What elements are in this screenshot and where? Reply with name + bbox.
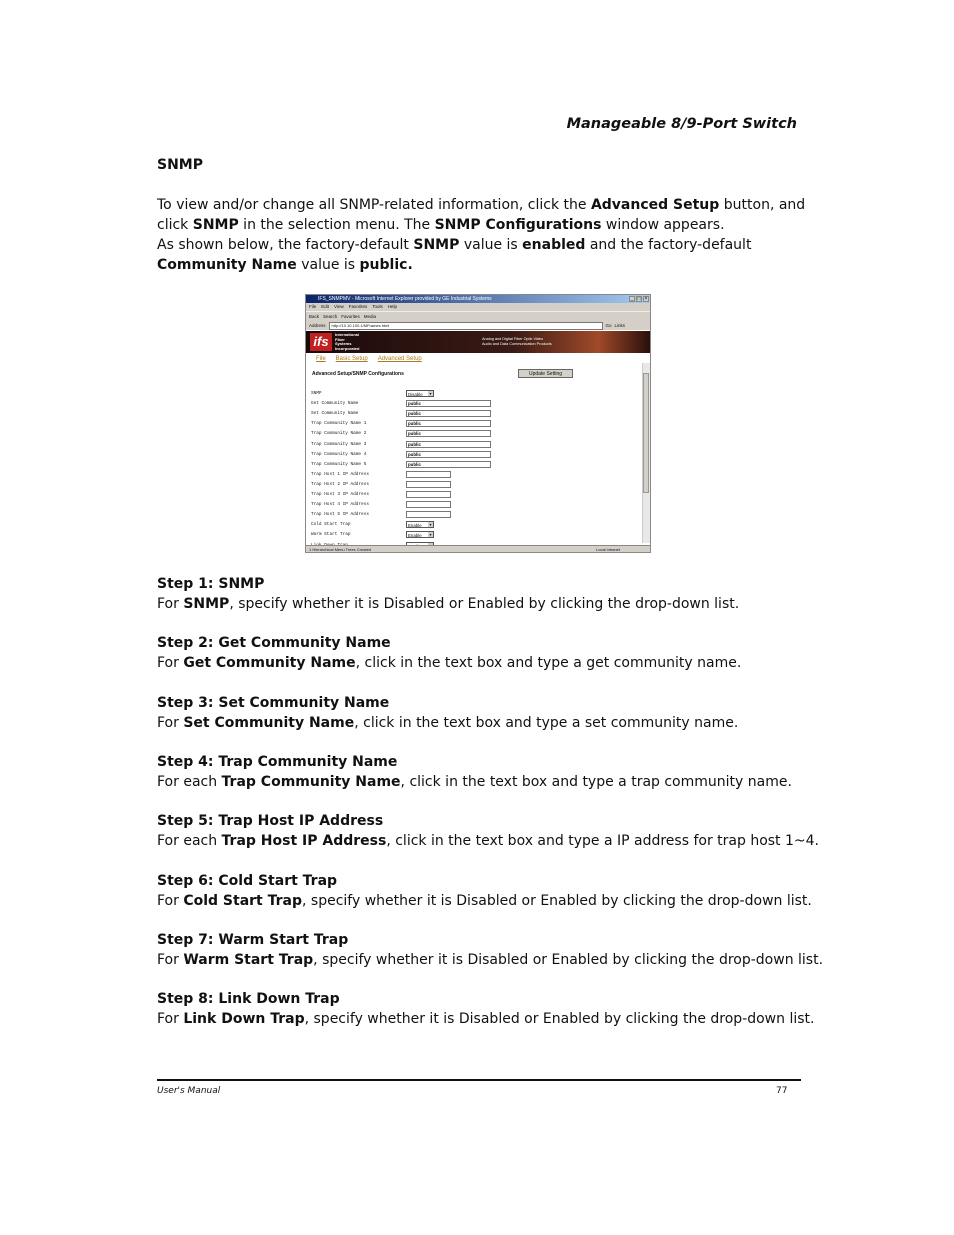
snmp-config-screenshot <box>305 294 651 553</box>
nav-advanced-setup-link[interactable]: Advanced Setup <box>377 356 422 362</box>
menu-bar <box>306 303 650 311</box>
back-button[interactable]: Back <box>309 314 320 319</box>
dropdown-select[interactable]: Enable ▾ <box>406 531 434 538</box>
step-title: Step 1: SNMP <box>157 576 265 592</box>
ifs-banner <box>306 331 650 353</box>
running-header: Manageable 8/9-Port Switch <box>566 116 797 132</box>
address-input[interactable]: http://10.10.100.1/MFrames.html <box>329 322 603 330</box>
media-button[interactable]: Media <box>363 314 377 319</box>
ip-address-input[interactable] <box>406 511 451 518</box>
field-label: Trap Community Name 4 <box>311 451 367 457</box>
step-title: Step 8: Link Down Trap <box>157 991 340 1008</box>
favorites-button[interactable]: Favorites <box>341 314 360 319</box>
field-label: Set Community Name <box>311 411 359 417</box>
form-row <box>311 389 631 398</box>
step-description: For Set Community Name, click in the text box and type a set community name. <box>157 714 739 731</box>
update-setting-button[interactable]: Update Setting <box>518 369 573 378</box>
ifs-logo: ifs <box>310 333 332 351</box>
ip-address-input[interactable] <box>406 491 451 498</box>
step-block <box>157 989 837 1029</box>
field-label: Warm Start Trap <box>311 532 351 538</box>
menu-favorites[interactable]: Favorites <box>348 304 368 309</box>
form-row <box>311 409 631 418</box>
field-label: Trap Host 2 IP Address <box>311 481 369 487</box>
form-row <box>311 520 631 529</box>
menu-file[interactable]: File <box>309 304 317 309</box>
form-row <box>311 399 631 408</box>
section-title: SNMP <box>157 157 203 173</box>
field-label: Get Community Name <box>311 401 359 407</box>
close-icon[interactable]: × <box>644 296 648 302</box>
field-label: Cold Start Trap <box>311 522 351 528</box>
step-block <box>157 871 837 911</box>
community-name-input[interactable]: public <box>406 451 491 458</box>
step-description: For Cold Start Trap, specify whether it is Disabled or Enabled by clicking the drop-down list. <box>157 892 812 909</box>
field-label: SNMP <box>311 391 322 396</box>
form-row <box>311 460 631 469</box>
step-description: For SNMP, specify whether it is Disabled or Enabled by clicking the drop-down list. <box>157 596 740 612</box>
field-label: Trap Community Name 1 <box>311 421 367 427</box>
form-row <box>311 510 631 519</box>
zone-indicator: Local intranet <box>596 547 621 552</box>
go-button[interactable]: Go <box>605 323 612 328</box>
form-row <box>311 530 631 539</box>
step-description: For each Trap Community Name, click in the text box and type a trap community name. <box>157 773 792 790</box>
community-name-input[interactable]: public <box>406 441 491 448</box>
ip-address-input[interactable] <box>406 501 451 508</box>
dropdown-select[interactable]: Enable ▾ <box>406 521 434 528</box>
dropdown-select[interactable]: Disable ▾ <box>406 390 434 397</box>
footer-rule <box>157 1079 801 1081</box>
field-label: Trap Host 4 IP Address <box>311 502 369 508</box>
field-label: Trap Community Name 3 <box>311 441 367 447</box>
form-row <box>311 429 631 438</box>
nav-file-link[interactable]: File <box>316 356 326 362</box>
form-row <box>311 470 631 479</box>
ip-address-input[interactable] <box>406 481 451 488</box>
banner-tagline: Analog and Digital Fiber Optic Video Audio and Data Communication Products <box>482 337 552 346</box>
maximize-icon[interactable]: □ <box>637 296 641 302</box>
scrollbar-thumb[interactable] <box>643 373 649 493</box>
top-nav <box>306 353 650 365</box>
step-title: Step 7: Warm Start Trap <box>157 931 349 948</box>
step-block <box>157 811 837 851</box>
content-title: Advanced Setup/SNMP Configurations <box>312 371 404 377</box>
window-title-bar: IFS_SNMPMV - Microsoft Internet Explorer provided by GE Industrial Systems _ □ × <box>306 295 650 303</box>
form-row <box>311 500 631 509</box>
field-label: Trap Community Name 2 <box>311 431 367 437</box>
community-name-input[interactable]: public <box>406 410 491 417</box>
step-block <box>157 930 837 970</box>
scrollbar[interactable] <box>642 363 650 543</box>
step-block <box>157 693 837 733</box>
footer-left: User's Manual <box>157 1086 221 1096</box>
field-label: Trap Host 3 IP Address <box>311 492 369 497</box>
form-row <box>311 419 631 428</box>
step-description: For each Trap Host IP Address, click in the text box and type a IP address for trap host 1~4. <box>157 833 819 850</box>
form-row <box>311 490 631 499</box>
search-button[interactable]: Search <box>323 314 338 319</box>
community-name-input[interactable]: public <box>406 420 491 427</box>
minimize-icon[interactable]: _ <box>630 296 634 302</box>
links-label[interactable]: Links <box>614 323 626 328</box>
field-label: Trap Host 1 IP Address <box>311 471 369 477</box>
step-description: For Warm Start Trap, specify whether it is Disabled or Enabled by clicking the drop-down list. <box>157 951 824 968</box>
step-block <box>157 574 837 614</box>
form-row <box>311 440 631 449</box>
browser-toolbar <box>306 311 650 321</box>
menu-tools[interactable]: Tools <box>372 304 383 309</box>
address-bar: Address http://10.10.100.1/MFrames.html Go Links <box>306 321 650 330</box>
step-title: Step 6: Cold Start Trap <box>157 872 338 889</box>
menu-edit[interactable]: Edit <box>321 304 330 309</box>
community-name-input[interactable]: public <box>406 461 491 468</box>
logo-text: International Fiber Systems Incorporated <box>335 332 360 351</box>
menu-help[interactable]: Help <box>387 304 398 309</box>
menu-view[interactable]: View <box>334 304 344 309</box>
step-block <box>157 752 837 792</box>
step-description: For Link Down Trap, specify whether it is Disabled or Enabled by clicking the drop-down list. <box>157 1011 815 1028</box>
snmp-form <box>306 369 642 543</box>
step-title: Step 3: Set Community Name <box>157 694 390 711</box>
nav-basic-setup-link[interactable]: Basic Setup <box>335 356 368 362</box>
field-label: Trap Host 5 IP Address <box>311 512 369 518</box>
community-name-input[interactable]: public <box>406 400 491 407</box>
field-label: Trap Community Name 5 <box>311 461 367 467</box>
step-description: For Get Community Name, click in the text box and type a get community name. <box>157 655 742 672</box>
form-row <box>311 450 631 459</box>
community-name-input[interactable]: public <box>406 430 491 437</box>
status-bar: 1 Hierarchical Menu Trees Created Local intranet <box>306 545 650 552</box>
form-row <box>311 480 631 489</box>
step-block <box>157 633 837 673</box>
ip-address-input[interactable] <box>406 471 451 478</box>
page-number: 77 <box>776 1086 788 1096</box>
step-title: Step 5: Trap Host IP Address <box>157 813 384 830</box>
intro-paragraph: To view and/or change all SNMP-related information, click the Advanced Setup button, and click SNMP in the selection menu. The SNMP Configurations window appears. As shown below, the factory-default SNMP value is enabled and the factory-default Community Name value is public. <box>157 197 806 273</box>
step-title: Step 4: Trap Community Name <box>157 753 398 770</box>
step-title: Step 2: Get Community Name <box>157 635 391 652</box>
